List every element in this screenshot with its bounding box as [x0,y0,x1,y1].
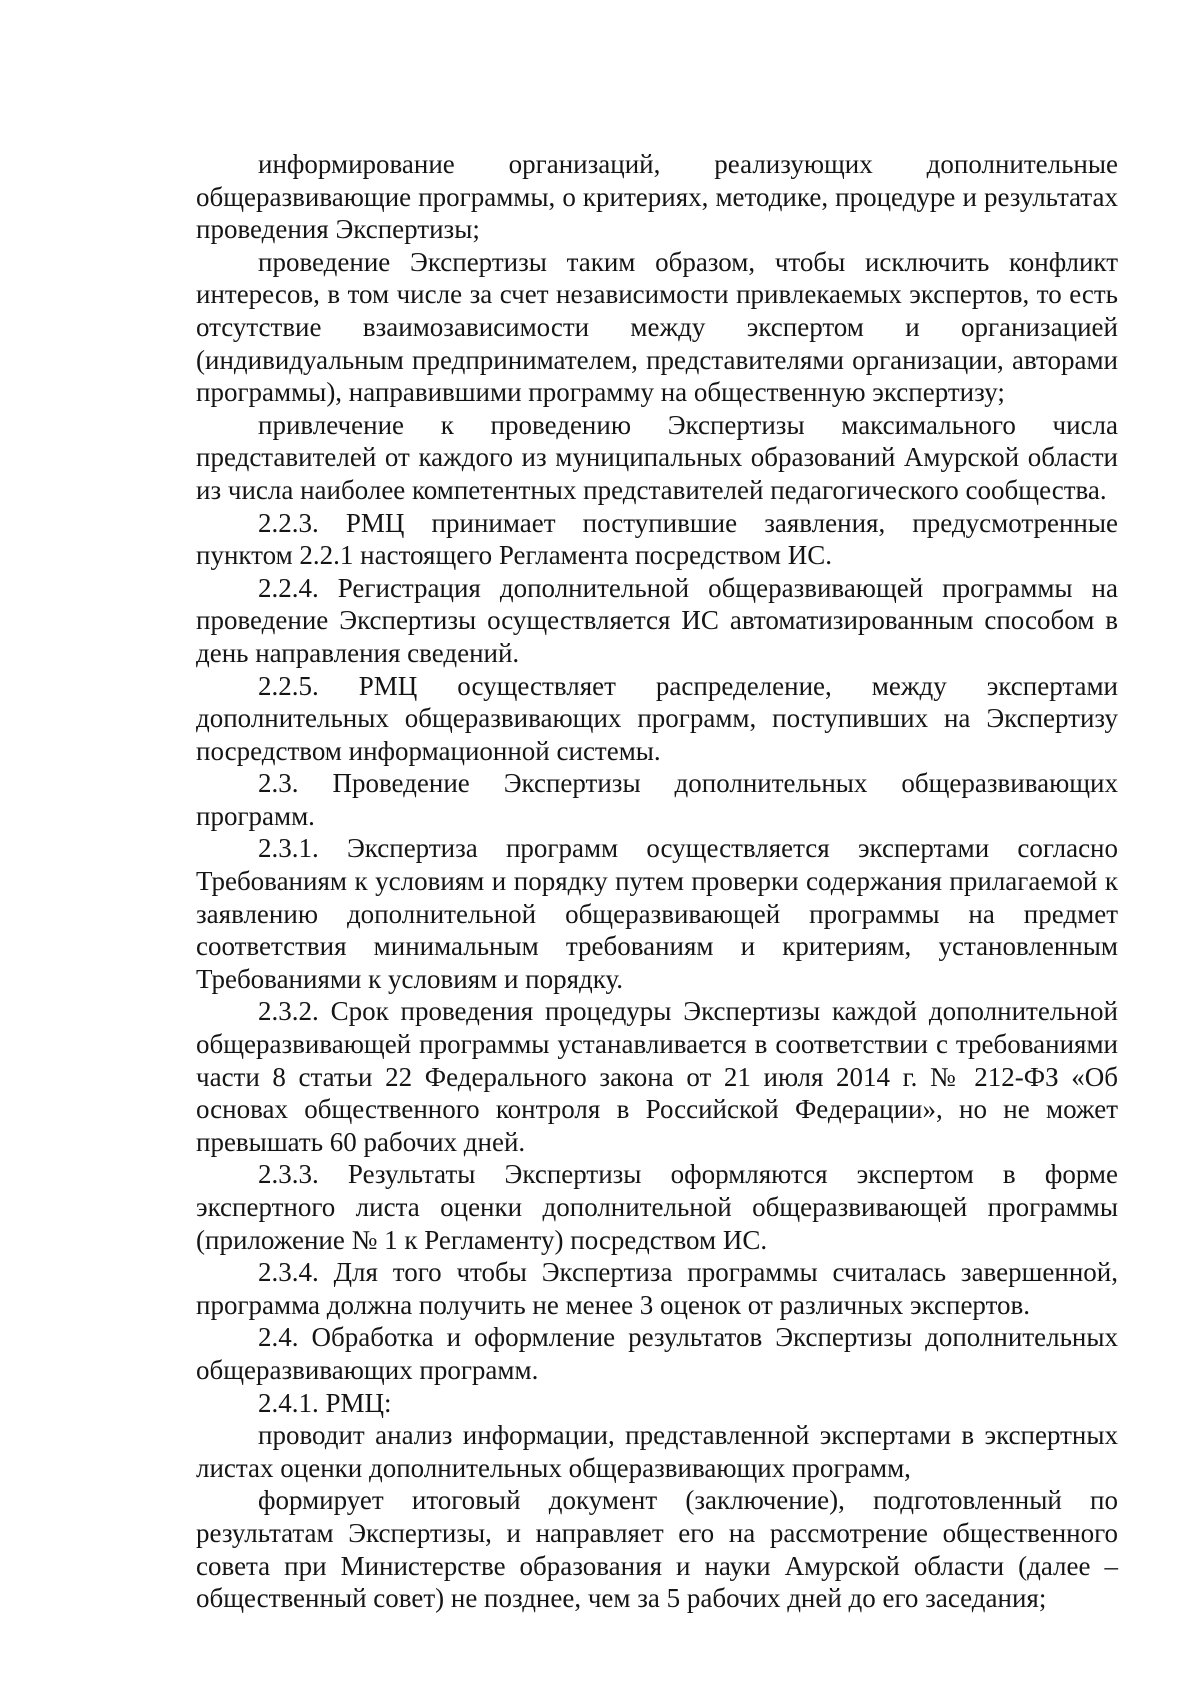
paragraph-final-document: формирует итоговый документ (заключение), подготовленный по результатам Экспертизы, и направляет его на рассмотрение общественного совета при Министерстве образования и науки Амурской области (далее – общественный совет) не позднее, чем за 5 рабочих дней до его заседания; [196,1485,1118,1614]
paragraph-inform: информирование организаций, реализующих дополнительные общеразвивающие программы, о критериях, методике, процедуре и результатах проведения Экспертизы; [196,149,1118,245]
paragraph-2-3-2: 2.3.2. Срок проведения процедуры Экспертизы каждой дополнительной общеразвивающей программы устанавливается в соответствии с требованиями части 8 статьи 22 Федерального закона от 21 июля 2014 г. № 212-ФЗ «Об основах общественного контроля в Российской Федерации», но не может превышать 60 рабочих дней. [196,996,1118,1157]
paragraph-2-3-1: 2.3.1. Экспертиза программ осуществляется экспертами согласно Требованиям к условиям и порядку путем проверки содержания прилагаемой к заявлению дополнительной общеразвивающей программы на предмет соответствия минимальным требованиям и критериям, установленным Требованиями к условиям и порядку. [196,833,1118,994]
paragraph-2-2-4: 2.2.4. Регистрация дополнительной общеразвивающей программы на проведение Экспертизы осуществляется ИС автоматизированным способом в день направления сведений. [196,572,1118,668]
paragraph-analysis: проводит анализ информации, представленной экспертами в экспертных листах оценки дополнительных общеразвивающих программ, [196,1420,1118,1483]
paragraph-2-2-5: 2.2.5. РМЦ осуществляет распределение, между экспертами дополнительных общеразвивающих программ, поступивших на Экспертизу посредством информационной системы. [196,670,1118,766]
paragraph-involve-representatives: привлечение к проведению Экспертизы максимального числа представителей от каждого из муниципальных образований Амурской области из числа наиболее компетентных представителей педагогического сообщества. [196,409,1118,505]
paragraph-conflict-of-interest: проведение Экспертизы таким образом, чтобы исключить конфликт интересов, в том числе за счет независимости привлекаемых экспертов, то есть отсутствие взаимозависимости между экспертом и организацией (индивидуальным предпринимателем, представителями организации, авторами программы), направившими программу на общественную экспертизу; [196,246,1118,408]
paragraph-2-4-1: 2.4.1. РМЦ: [258,1387,392,1418]
paragraph-2-4: 2.4. Обработка и оформление результатов Экспертизы дополнительных общеразвивающих программ. [196,1322,1118,1385]
document-body [196,148,1118,1615]
paragraph-2-2-3: 2.2.3. РМЦ принимает поступившие заявления, предусмотренные пунктом 2.2.1 настоящего Регламента посредством ИС. [196,507,1118,571]
paragraph-2-3: 2.3. Проведение Экспертизы дополнительных общеразвивающих программ. [196,768,1118,831]
paragraph-2-3-4: 2.3.4. Для того чтобы Экспертиза программы считалась завершенной, программа должна получить не менее 3 оценок от различных экспертов. [196,1257,1118,1320]
paragraph-2-3-3: 2.3.3. Результаты Экспертизы оформляются экспертом в форме экспертного листа оценки дополнительной общеразвивающей программы (приложение № 1 к Регламенту) посредством ИС. [196,1159,1118,1255]
